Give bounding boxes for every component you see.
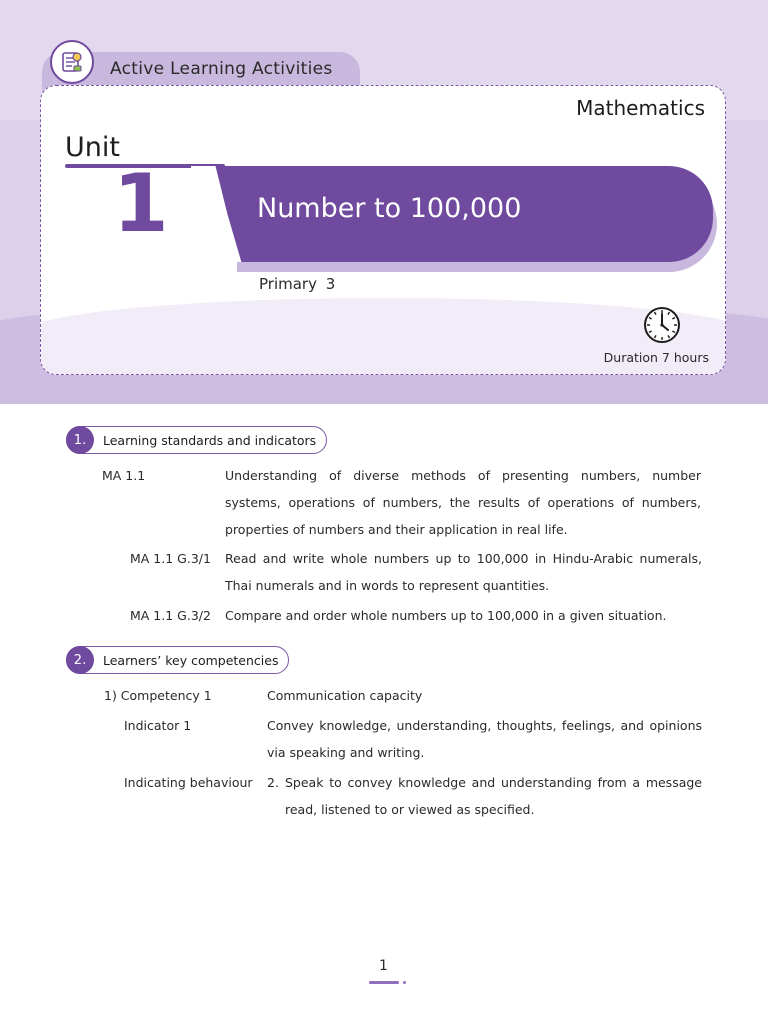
duration-label: Duration 7 hours <box>603 350 709 365</box>
section-1-pill <box>66 426 327 454</box>
section-1-title: Learning standards and indicators <box>103 432 317 448</box>
section-2-title: Learners’ key competencies <box>103 652 279 668</box>
unit-label: Unit <box>65 132 120 163</box>
indicator-1-text: Convey knowledge, understanding, thoughts, feelings, and opinions via speaking and writing. <box>267 718 702 760</box>
behaviour-number: 2. <box>267 775 279 790</box>
indicator-text: Read and write whole numbers up to 100,000 in Hindu-Arabic numerals, Thai numerals and in words to represent quantities. <box>225 551 702 593</box>
unit-card <box>40 85 726 375</box>
subject-label: Mathematics <box>576 96 705 120</box>
page-number: 1 <box>379 958 388 974</box>
competency-label: 1) Competency 1 <box>104 688 212 703</box>
behaviour-label: Indicating behaviour <box>124 775 253 790</box>
section-2-heading <box>66 646 289 674</box>
activity-book-icon <box>50 40 94 84</box>
page-number-underline <box>369 981 399 984</box>
indicator-text: Compare and order whole numbers up to 100,000 in a given situation. <box>225 608 667 623</box>
indicator-code: MA 1.1 G.3/2 <box>130 608 211 623</box>
behaviour-row <box>124 769 702 825</box>
grade-label: Primary 3 <box>259 275 336 293</box>
indicator-1-row <box>124 712 702 768</box>
standard-text: Understanding of diverse methods of presenting numbers, number systems, operations of numbers, the results of operations of numbers, properties of numbers and their application in real life. <box>225 468 701 537</box>
clock-icon <box>643 306 681 344</box>
unit-number: 1 <box>113 157 169 250</box>
unit-title: Number to 100,000 <box>257 193 522 224</box>
standard-row <box>102 462 702 544</box>
section-1-number: 1. <box>66 426 94 454</box>
section-1-heading <box>66 426 327 454</box>
behaviour-text: Speak to convey knowledge and understanding from a message read, listened to or viewed as specified. <box>285 775 702 817</box>
section-2-number: 2. <box>66 646 94 674</box>
indicator-code: MA 1.1 G.3/1 <box>130 551 211 566</box>
activity-title: Active Learning Activities <box>110 59 333 79</box>
page-number-dot <box>403 981 406 984</box>
standard-code: MA 1.1 <box>102 468 146 483</box>
competency-row <box>104 682 702 710</box>
competency-text: Communication capacity <box>267 688 423 703</box>
indicator-row <box>130 602 702 630</box>
section-2-pill <box>66 646 289 674</box>
indicator-row <box>130 545 702 601</box>
indicator-1-label: Indicator 1 <box>124 718 192 733</box>
